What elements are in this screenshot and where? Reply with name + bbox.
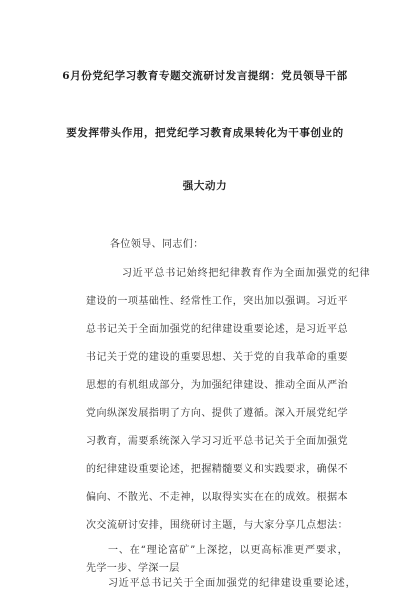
paragraph-line: 建设的一项基础性、经常性工作，突出加以强调。习近平 [86,296,348,307]
paragraph-line: 的纪律建设重要论述，把握精髓要义和实践要求，确保不 [86,464,348,475]
section-heading-line: 一、在“理论富矿”上深挖，以更高标准更严要求， [108,545,348,556]
paragraph-line: 偏向、不散光、不走神，以取得实实在在的成效。根据本 [86,492,348,503]
greeting: 各位领导、同志们： [110,239,204,250]
paragraph-line: 次交流研讨安排，围绕研讨主题，与大家分享几点想法： [86,520,348,531]
paragraph-line: 习近平总书记关于全面加强党的纪律建设重要论述， [108,578,356,589]
section-heading-line: 先学一步、学深一层 [86,563,180,574]
paragraph-line: 习教育，需要系统深入学习习近平总书记关于全面加强党 [86,436,348,447]
paragraph-line: 思想的有机组成部分，为加强纪律建设、推动全面从严治 [86,380,348,391]
paragraph-line: 习近平总书记始终把纪律教育作为全面加强党的纪律 [122,268,370,279]
title-line-3: 强大动力 [182,180,228,192]
paragraph-line: 总书记关于全面加强党的纪律建设重要论述，是习近平总 [86,324,348,335]
title-line-2: 要发挥带头作用，把党纪学习教育成果转化为干事创业的 [66,127,344,139]
title-line-1: 6月份党纪学习教育专题交流研讨发言提纲：党员领导干部 [62,70,348,82]
paragraph-line: 书记关于党的建设的重要思想、关于党的自我革命的重要 [86,352,348,363]
paragraph-line: 党向纵深发展指明了方向、提供了遵循。深入开展党纪学 [86,408,348,419]
